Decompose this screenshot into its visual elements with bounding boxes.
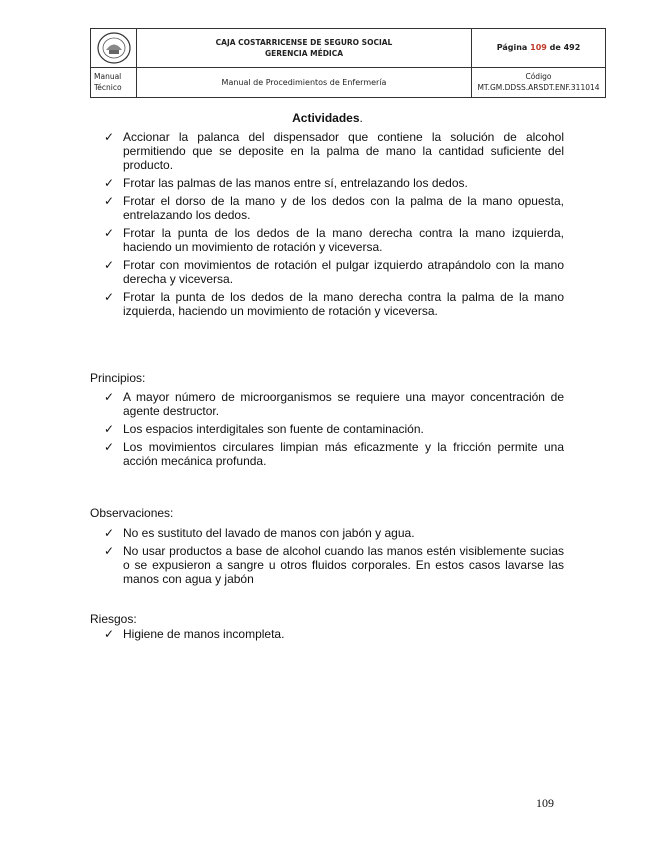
doc-type-line2: Técnico — [94, 83, 122, 93]
risks-list — [104, 627, 564, 645]
page-prefix: Página — [496, 43, 528, 53]
list-item: ✓ Frotar las palmas de las manos entre sí, entrelazando los dedos. — [104, 176, 468, 190]
list-item: ✓ Higiene de manos incompleta. — [104, 627, 285, 641]
observations-list — [104, 526, 564, 590]
list-item: ✓ Frotar la punta de los dedos de la mano derecha contra la palma de la mano izquierda, haciendo un movimiento de rotación y viceversa. — [104, 290, 564, 318]
department-name: GERENCIA MÉDICA — [264, 48, 344, 58]
list-item: ✓ No usar productos a base de alcohol cuando las manos estén visiblemente sucias o se expusieron a sangre u otros fluidos corporales. En estos casos lavarse las manos con agua y jabón — [104, 544, 564, 586]
check-icon: ✓ — [104, 130, 115, 144]
page-info — [472, 29, 606, 68]
check-icon: ✓ — [104, 176, 115, 190]
manual-title: Manual de Procedimientos de Enfermería — [221, 77, 387, 87]
activities-title: Actividades. — [292, 111, 363, 125]
principles-list — [104, 390, 564, 472]
doc-type-cell — [91, 67, 137, 97]
manual-title-cell — [137, 67, 472, 97]
check-icon: ✓ — [104, 526, 115, 540]
list-item: ✓ Frotar la punta de los dedos de la mano derecha contra la mano izquierda, haciendo un movimiento de rotación y viceversa. — [104, 226, 564, 254]
page-of: de 492 — [549, 43, 581, 53]
check-icon: ✓ — [104, 290, 115, 304]
list-item: ✓ Accionar la palanca del dispensador que contiene la solución de alcohol permitiendo que se deposite en la palma de mano la cantidad suficiente del producto. — [104, 130, 564, 172]
code-cell — [472, 67, 606, 97]
activities-list — [104, 130, 564, 322]
list-item: ✓ Frotar con movimientos de rotación el pulgar izquierdo atrapándolo con la mano derecha y viceversa. — [104, 258, 564, 286]
footer-page-number: 109 — [536, 796, 554, 810]
check-icon: ✓ — [104, 194, 115, 208]
check-icon: ✓ — [104, 627, 115, 641]
code-label: Código — [525, 72, 552, 82]
list-item: ✓ Los movimientos circulares limpian más eficazmente y la fricción permite una acción mecánica profunda. — [104, 440, 564, 468]
ccss-logo-icon — [96, 31, 132, 65]
list-item: ✓ No es sustituto del lavado de manos con jabón y agua. — [104, 526, 415, 540]
principles-title: Principios: — [90, 371, 146, 385]
observations-title: Observaciones: — [90, 506, 174, 520]
check-icon: ✓ — [104, 258, 115, 272]
check-icon: ✓ — [104, 390, 115, 404]
check-icon: ✓ — [104, 440, 115, 454]
list-item: ✓ Frotar el dorso de la mano y de los dedos con la palma de la mano opuesta, entrelazando los dedos. — [104, 194, 564, 222]
organization-cell — [137, 29, 472, 68]
logo-cell — [91, 29, 137, 68]
doc-type-line1: Manual — [94, 72, 122, 82]
document-header — [90, 28, 606, 98]
list-item: ✓ Los espacios interdigitales son fuente de contaminación. — [104, 422, 424, 436]
organization-name: CAJA COSTARRICENSE DE SEGURO SOCIAL — [215, 37, 393, 47]
check-icon: ✓ — [104, 544, 115, 558]
page-current: 109 — [530, 43, 547, 53]
check-icon: ✓ — [104, 226, 115, 240]
code-value: MT.GM.DDSS.ARSDT.ENF.311014 — [477, 83, 600, 93]
list-item: ✓ A mayor número de microorganismos se requiere una mayor concentración de agente destructor. — [104, 390, 564, 418]
check-icon: ✓ — [104, 422, 115, 436]
risks-title: Riesgos: — [90, 612, 137, 626]
